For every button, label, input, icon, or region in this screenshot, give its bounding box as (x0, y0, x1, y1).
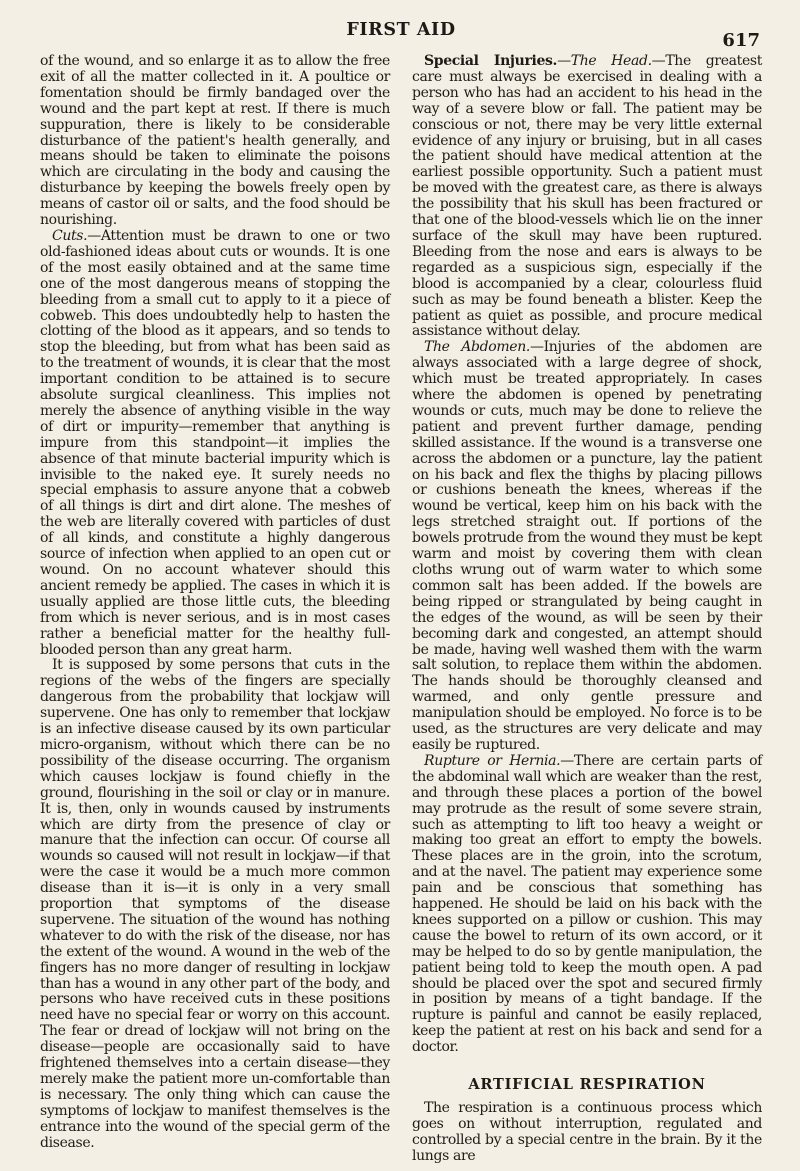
left-column (40, 54, 390, 1165)
paragraph: Cuts.—Attention must be drawn to one or two old-fashioned ideas about cuts or wounds. It is one of the most easily obtained and at the same time one of the most dangerous means of stopping the bleeding from a small cut to apply to it a piece of cobweb. This does undoubtedly help to hasten the clotting of the blood as it appears, and so tends to stop the bleeding, but from what has been said as to the treatment of wounds, it is clear that the most important condition to be attained is to secure absolute surgical cleanliness. This implies not merely the absence of anything visible in the way of dirt or impurity—remember that anything is impure from this standpoint—it implies the absence of that minute bacterial impurity which is invisible to the naked eye. It surely needs no special emphasis to assure anyone that a cobweb of all things is dirt and dirt alone. The meshes of the web are literally covered with particles of dust of all kinds, and constitute a highly dangerous source of infection when applied to an open cut or wound. On no account whatever should this ancient remedy be applied. The cases in which it is usually applied are those little cuts, the bleeding from which is never serious, and is in most cases rather a beneficial matter for the healthy full-blooded person than any great harm. (40, 227, 390, 658)
running-head: FIRST AID (346, 20, 456, 40)
paragraph: of the wound, and so enlarge it as to allow the free exit of all the matter collected in it. A poultice or fomentation should be firmly bandaged over the wound and the part kept at rest. If there is much suppuration, there is likely to be considerable disturbance of the patient's health generally, and means should be taken to eliminate the poisons which are circulating in the body and causing the disturbance by keeping the bowels freely open by means of castor oil or salts, and the food should be nourishing. (40, 53, 390, 229)
paragraph: It is supposed by some persons that cuts in the regions of the webs of the fingers are specially dangerous from the probability that lockjaw will supervene. One has only to remember that lockjaw is an infective disease caused by its own particular micro-organism, without which there can be no possibility of the disease occurring. The organism which causes lockjaw is found chiefly in the ground, flourishing in the soil or clay or in manure. It is, then, only in wounds caused by instruments which are dirty from the presence of clay or manure that the infection can occur. Of course all wounds so caused will not result in lockjaw—if that were the case it would be a much more common disease than it is—it is only in a very small proportion that symptoms of the disease supervene. The situation of the wound has nothing whatever to do with the risk of the disease, nor has the extent of the wound. A wound in the web of the fingers has no more danger of resulting in lockjaw than has a wound in any other part of the body, and persons who have received cuts in these positions need have no special fear or worry on this account. The fear or dread of lockjaw will not bring on the disease—people are occasionally said to have frightened themselves into a certain disease—they merely make the patient more un-comfortable than is necessary. The only thing which can cause the symptoms of lockjaw to manifest themselves is the entrance into the wound of the special germ of the disease. (40, 657, 390, 1151)
text-columns (40, 54, 762, 1165)
paragraph: The respiration is a continuous process which goes on without interruption, regulated and controlled by a special centre in the brain. By it the lungs are (412, 1100, 762, 1164)
section-heading: ARTIFICIAL RESPIRATION (468, 1076, 706, 1094)
paragraph-lead: The Abdomen. (424, 339, 530, 356)
paragraph-lead-bold: Special Injuries. (424, 53, 558, 69)
paragraph-lead: Cuts. (52, 227, 88, 244)
paragraph: The Abdomen.—Injuries of the abdomen are always associated with a large degree of shock, which must be treated appropriately. In cases where the abdomen is opened by penetrating wounds or cuts, much may be done to relieve the patient and prevent further damage, pending skilled assistance. If the wound is a transverse one across the abdomen or a puncture, lay the patient on his back and flex the thighs by placing pillows or cushions beneath the knees, whereas if the wound be vertical, keep him on his back with the legs stretched straight out. If portions of the bowels protrude from the wound they must be kept warm and moist by covering them with clean cloths wrung out of warm water to which some common salt has been added. If the bowels are being ripped or strangulated by being caught in the edges of the wound, as will be seen by their becoming dark and congested, an attempt should be made, having well washed them with the warm salt solution, to replace them within the abdomen. The hands should be thoroughly cleansed and warmed, and only gentle pressure and manipulation should be employed. No force is to be used, as the structures are very delicate and may easily be ruptured. (412, 339, 762, 753)
paragraph-lead: Rupture or Hernia. (424, 752, 561, 769)
right-column (412, 54, 762, 1165)
paragraph: Rupture or Hernia.—There are certain parts of the abdominal wall which are weaker than the rest, and through these places a portion of the bowel may protrude as the result of some severe strain, such as attempting to lift too heavy a weight or making too great an effort to empty the bowels. These places are in the groin, into the scrotum, and at the navel. The patient may experience some pain and be conscious that something has happened. He should be laid on his back with the knees supported on a pillow or cushion. This may cause the bowel to return of its own accord, or it may be helped to do so by gentle manipulation, the patient being told to keep the mouth open. A pad should be placed over the spot and secured firmly in position by means of a tight bandage. If the rupture is painful and cannot be easily replaced, keep the patient at rest on his back and send for a doctor. (412, 752, 763, 1056)
page-number: 617 (722, 30, 760, 51)
page-header (40, 18, 762, 54)
paragraph: Special Injuries.—The Head.—The greatest care must always be exercised in dealing with a person who has had an accident to his head in the way of a severe blow or fall. The patient may be conscious or not, there may be very little external evidence of any injury or bruising, but in all cases the patient should have medical attention at the earliest possible opportunity. Such a patient must be moved with the greatest care, as there is always the possibility that his skull has been fractured or that one of the blood-vessels which lie on the inner surface of the skull may have been ruptured. Bleeding from the nose and ears is always to be regarded as a suspicious sign, especially if the blood is accompanied by a clear, colourless fluid such as may be found beneath a blister. Keep the patient as quiet as possible, and procure medical assistance without delay. (412, 53, 762, 340)
paragraph-lead: —The Head. (557, 53, 652, 69)
